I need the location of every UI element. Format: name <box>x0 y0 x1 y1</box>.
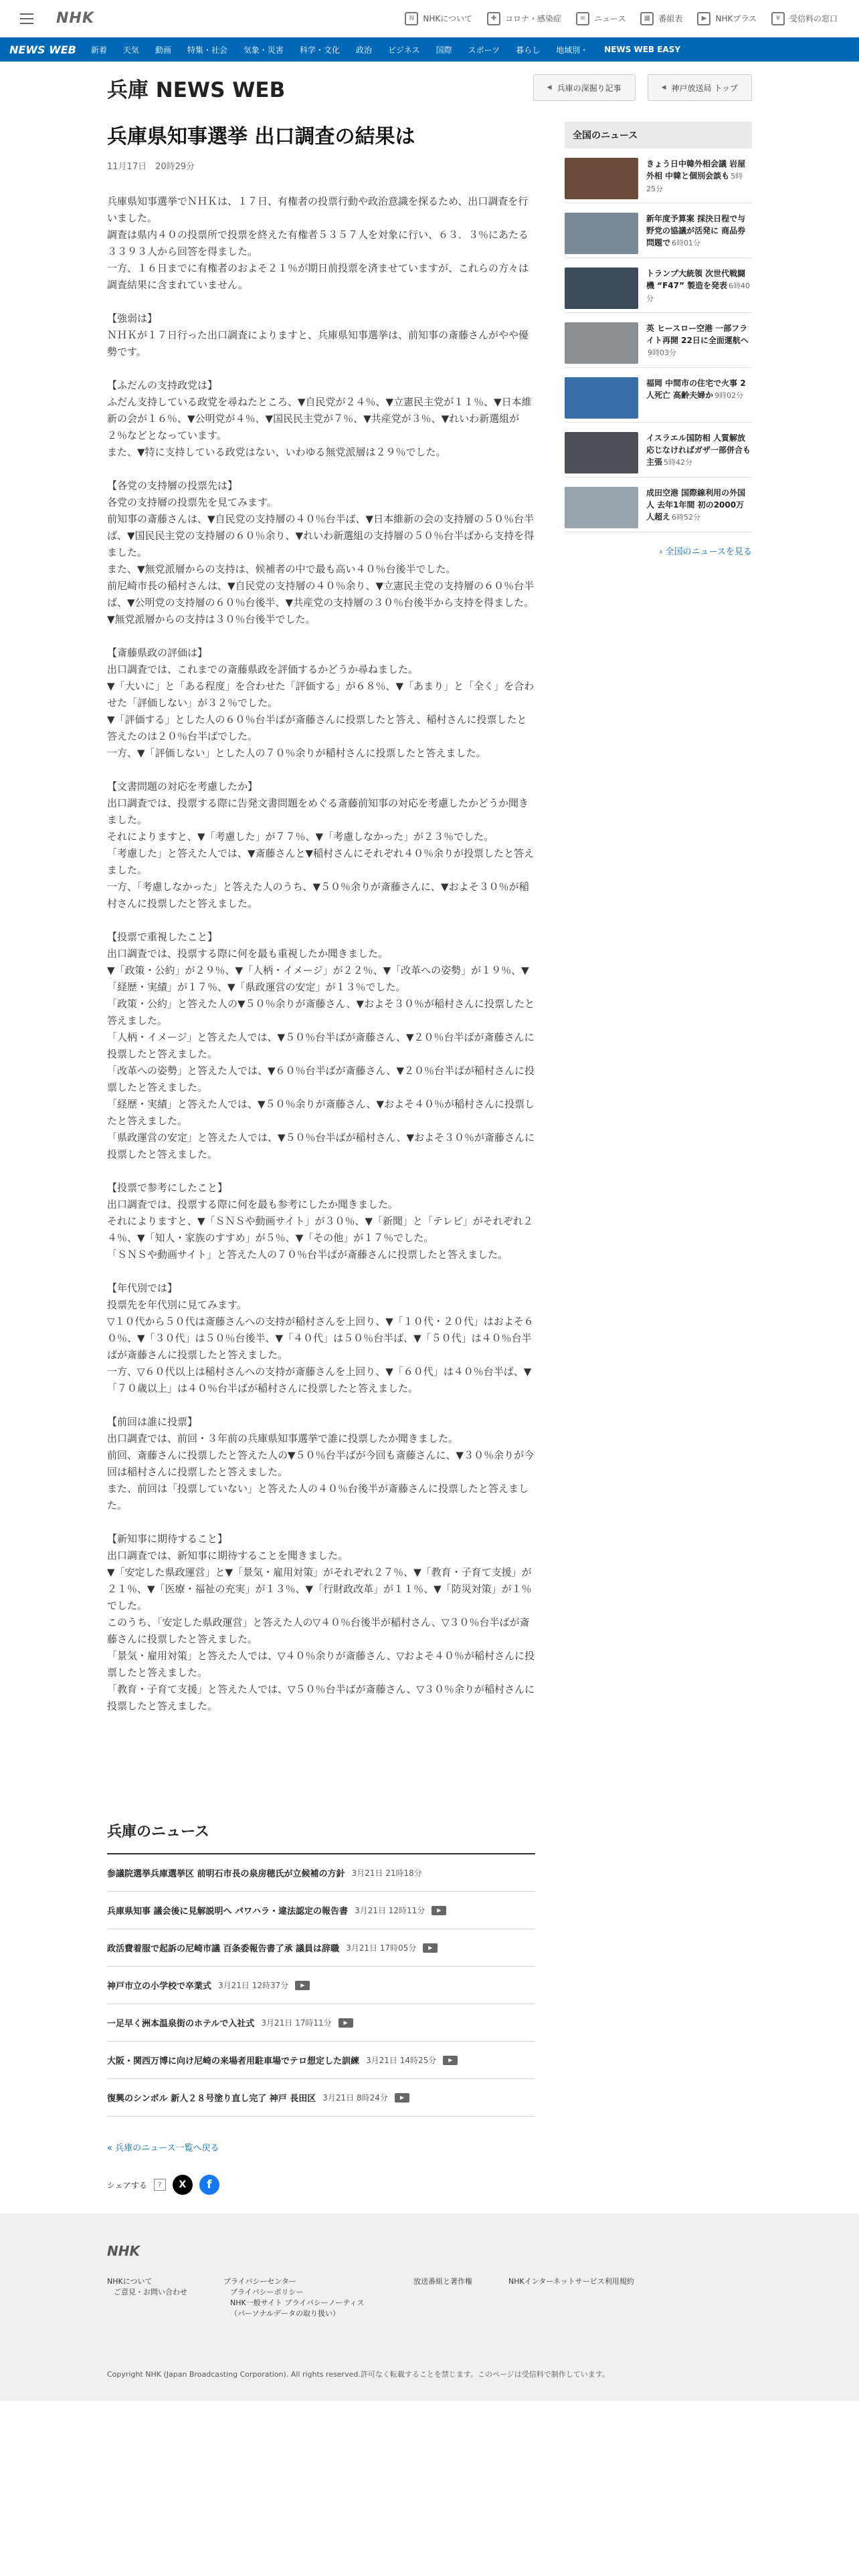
video-icon: ▶ <box>339 2018 353 2028</box>
toplink-label: 受信料の窓口 <box>789 14 838 23</box>
nav-item[interactable]: ビジネス <box>387 45 420 55</box>
local-news-item[interactable] <box>107 2004 535 2042</box>
nhk-plus-icon: ▶ <box>697 12 710 25</box>
article-paragraph: 【斎藤県政の評価は】 出口調査では、これまでの斎藤県政を評価するかどうか尋ねました。 ▼「大いに」と「ある程度」を合わせた「評価する」が６８％、▼「あまり」と「全く」を合わせた「評価しない」が３２％でした。 ▼「評価する」とした人の６０％台半ばが斎藤さんに投票したと答え、稲村さんに投票したと答えたのは２０％台半ばでした。 一方、▼「評価しない」とした人の７０％余りが稲村さんに投票したと答えました。 <box>107 647 535 759</box>
nav-item[interactable]: 地域別・ <box>556 45 589 55</box>
region-buttons <box>533 74 752 101</box>
news-thumbnail <box>565 213 638 254</box>
program-guide-icon: ▦ <box>640 12 654 25</box>
share-label: シェアする <box>107 2180 147 2190</box>
facebook-share-icon[interactable]: f <box>199 2175 219 2195</box>
local-news-title: 一足早く洲本温泉街のホテルで入社式 <box>107 2019 255 2029</box>
local-news-time: 3月21日 14時25分 <box>366 2056 437 2065</box>
local-news-title: 復興のシンボル 新人２８号塗り直し完了 神戸 長田区 <box>107 2094 316 2104</box>
local-news-item[interactable] <box>107 2079 535 2117</box>
local-news-list <box>107 1854 535 2117</box>
local-news-back-link[interactable]: « 兵庫のニュース一覧へ戻る <box>107 2143 219 2153</box>
video-icon: ▶ <box>432 1906 446 1915</box>
article-paragraph: 兵庫県知事選挙でＮＨＫは、１７日、有権者の投票行動や政治意識を探るため、出口調査を行いました。 調査は県内４０の投票所で投票を終えた有権者５３５７人を対象に行い、６３．３％にあたる３３９３人から回答を得ました。 一方、１６日までに有権者のおよそ２１％が期日前投票を済ませていますが、これらの方々は調査結果に含まれていません。 <box>107 195 529 291</box>
toplink-label: 番組表 <box>658 14 683 23</box>
hyogo-news-section <box>107 1820 535 2195</box>
sidebar-news-time: 6時40分 <box>646 282 751 303</box>
sidebar-news-text <box>646 322 752 358</box>
article-paragraph: 【ふだんの支持政党は】 ふだん支持している政党を尋ねたところ、▼自民党が２４％、▼立憲民主党が１１％、▼日本維新の会が１６％、▼公明党が４％、▼国民民主党が７％、▼共産党が３％、▼れいわ新選組が２％などとなっています。 また、▼特に支持している政党はない、いわゆる無党派層は２９％でした。 <box>107 379 532 458</box>
local-news-item[interactable] <box>107 1854 535 1892</box>
article-paragraph: 【投票で重視したこと】 出口調査では、投票する際に何を最も重視したか聞きました。 ▼「政策・公約」が２９％、▼「人柄・イメージ」が２２％、▼「改革への姿勢」が１９％、▼「経歴・実績」が１７％、▼「県政運営の安定」が１３％でした。 「政策・公約」と答えた人の▼５０％余りが斎藤さん、▼およそ３０％が稲村さんに投票したと答えました。 「人柄・イメージ」と答えた人では、▼５０％台半ばが斎藤さん、▼２０％台半ばが斎藤さんに投票したと答えました。 「改革への姿勢」と答えた人では、▼６０％台半ばが斎藤さん、▼２０％台半ばが稲村さんに投票したと答えました。 「経歴・実績」と答えた人では、▼５０％余りが斎藤さん、▼およそ４０％が稲村さんに投票したと答えました。 「県政運営の安定」と答えた人では、▼５０％台半ばが稲村さん、▼およそ３０％が斎藤さんに投票したと答えました。 <box>107 931 535 1160</box>
local-news-title: 神戸市立の小学校で卒業式 <box>107 1981 212 1992</box>
nav-item[interactable]: 暮らし <box>516 45 541 55</box>
sidebar-news-title: きょう日中韓外相会議 岩屋外相 中韓と個別会談も <box>646 159 746 181</box>
article-date: 11月17日 20時29分 <box>107 162 195 172</box>
footer-inner <box>107 2243 752 2379</box>
footer-link[interactable]: プライバシーポリシー <box>230 2288 304 2296</box>
article <box>107 122 535 1731</box>
button-label: 神戸放送局 トップ <box>671 83 738 93</box>
footer-link[interactable]: プライバシーセンター <box>223 2277 296 2286</box>
menu-icon[interactable] <box>9 5 41 32</box>
reception-icon: ¥ <box>771 12 785 25</box>
news-thumbnail <box>565 377 638 419</box>
toplink-reception[interactable] <box>771 12 838 25</box>
nav-item-easy[interactable]: NEWS WEB EASY <box>604 45 681 54</box>
toplink-label: コロナ・感染症 <box>505 14 562 23</box>
deep-dive-button[interactable] <box>533 74 636 101</box>
nav-item[interactable]: 国際 <box>436 45 452 55</box>
article-paragraph: 【投票で参考にしたこと】 出口調査では、投票する際に何を最も参考にしたか聞きました。 それによりますと、▼「ＳＮＳや動画サイト」が３０％、▼「新聞」と「テレビ」がそれぞれ２４％、▼「知人・家族のすすめ」が５％、▼「その他」が１７％でした。 「ＳＮＳや動画サイト」と答えた人の７０％台半ばが斎藤さんに投票したと答えました。 <box>107 1182 533 1261</box>
sidebar-news-title: トランプ大統領 次世代戦闘機 “F47” 製造を発表 <box>646 269 746 290</box>
sidebar-news-time: 5時25分 <box>646 172 743 193</box>
main-nav <box>0 37 859 62</box>
toplink-about[interactable] <box>405 12 472 25</box>
chevron-left-icon: ◀ <box>661 84 666 91</box>
sidebar-news-time: 6時52分 <box>672 513 701 522</box>
article-title: 兵庫県知事選挙 出口調査の結果は <box>107 125 415 148</box>
sidebar-news-title: 福岡 中間市の住宅で火事 2人死亡 高齢夫婦か <box>646 379 746 400</box>
nav-item[interactable]: スポーツ <box>468 45 500 55</box>
local-news-time: 3月21日 17時11分 <box>261 2018 332 2028</box>
local-news-title: 兵庫県知事 議会後に見解説明へ パワハラ・違法認定の報告書 <box>107 1907 349 1917</box>
sidebar-news-item[interactable] <box>565 313 752 368</box>
footer-link[interactable]: NHKインターネットサービス利用規約 <box>508 2277 634 2286</box>
sidebar-news-text <box>646 158 752 193</box>
footer-link[interactable]: NHKについて <box>107 2277 153 2286</box>
sidebar-news-item[interactable] <box>565 258 752 313</box>
sidebar-news-title: イスラエル国防相 人質解放応じなければガザ一部併合も主張 <box>646 433 751 467</box>
kobe-station-top-button[interactable] <box>648 74 752 101</box>
sidebar-news-title: 英 ヒースロー空港 一部フライト再開 22日に全面運航へ <box>646 324 749 345</box>
video-icon: ▶ <box>423 1943 438 1953</box>
toplink-program-guide[interactable] <box>640 12 682 25</box>
toplink-news[interactable] <box>576 12 626 25</box>
video-icon: ▶ <box>443 2056 458 2065</box>
sidebar-heading: 全国のニュース <box>565 122 752 148</box>
article-paragraph: 【前回は誰に投票】 出口調査では、前回・３年前の兵庫県知事選挙で誰に投票したか聞きました。 前回、斎藤さんに投票したと答えた人の▼５０％台半ばが今回も斎藤さんに、▼３０％余りが今回は稲村さんに投票したと答えました。 また、前回は「投票していない」と答えた人の４０％台後半が斎藤さんに投票したと答えました。 <box>107 1416 535 1511</box>
sidebar-news-item[interactable] <box>565 203 752 258</box>
share-row <box>107 2175 535 2195</box>
footer-links <box>107 2276 752 2319</box>
help-icon[interactable]: ? <box>154 2179 166 2191</box>
local-news-time: 3月21日 21時18分 <box>351 1868 422 1878</box>
nav-item[interactable]: 政治 <box>355 45 372 55</box>
sidebar-news-item[interactable] <box>565 423 752 477</box>
local-news-item[interactable] <box>107 2042 535 2079</box>
sidebar-news-title: 新年度予算案 採決日程で与野党の協議が活発に 商品券問題で <box>646 214 746 247</box>
toplink-nhk-plus[interactable] <box>697 12 757 25</box>
news-icon: ≡ <box>576 12 589 25</box>
local-news-title: 参議院選挙兵庫選挙区 前明石市長の泉房穂氏が立候補の方針 <box>107 1869 345 1879</box>
nav-item[interactable]: 気象・災害 <box>243 45 284 55</box>
sidebar-news-time: 5時42分 <box>664 458 693 467</box>
sidebar-news-time: 9時03分 <box>648 348 676 357</box>
sidebar-news-text <box>646 487 752 522</box>
footer-col <box>107 2276 187 2319</box>
sidebar-news-item[interactable] <box>565 477 752 532</box>
footer-link[interactable]: 放送番組と著作権 <box>413 2277 472 2286</box>
news-thumbnail <box>565 158 638 199</box>
local-news-title: 大阪・関西万博に向け尼崎の来場者用駐車場でテロ想定した訓練 <box>107 2056 360 2066</box>
sidebar-news-item[interactable] <box>565 368 752 423</box>
sidebar-news-time: 9時02分 <box>714 391 744 400</box>
news-web-logo[interactable]: NEWS WEB <box>9 43 76 56</box>
sidebar-news-text <box>646 377 752 413</box>
article-paragraph: 【年代別では】 投票先を年代別に見てみます。 ▽１０代から５０代は斎藤さんへの支持が稲村さんを上回り、▼「１０代・２０代」はおよそ６０％、▼「３０代」は５０％台後半、▼「４０代」は５０％台半ば、▼「５０代」は４０％台半ばが斎藤さんに投票したと答えました。 一方、▽６０代以上は稲村さんへの支持が斎藤さんを上回り、▼「６０代」は４０％台半ば、▼「７０歳以上」は４０％台半ばが稲村さんに投票したと答えました。 <box>107 1282 534 1394</box>
nav-item[interactable]: 動画 <box>155 45 171 55</box>
local-news-time: 3月21日 8時24分 <box>322 2093 388 2103</box>
local-news-time: 3月21日 12時11分 <box>355 1906 425 1915</box>
toplink-corona[interactable] <box>487 12 561 25</box>
content-container <box>107 62 752 2191</box>
footer-link[interactable]: NHK一般サイト プライバシーノーティス（パーソナルデータの取り扱い） <box>230 2298 365 2318</box>
toplink-label: ニュース <box>594 14 626 23</box>
nhk-about-icon: N <box>405 12 418 25</box>
top-links <box>405 12 850 25</box>
news-thumbnail <box>565 322 638 364</box>
sidebar-news-title: 成田空港 国際線利用の外国人 去年1年間 初の2000万人超え <box>646 488 746 522</box>
video-icon: ▶ <box>395 2093 409 2103</box>
nav-item[interactable]: 特集・社会 <box>187 45 227 55</box>
sidebar-news-item[interactable] <box>565 148 752 203</box>
sidebar-news-text <box>646 432 752 467</box>
local-news-heading: 兵庫のニュース <box>107 1820 535 1854</box>
local-news-title: 政活費着服で起訴の尼崎市議 百条委報告書了承 議員は辞職 <box>107 1944 340 1954</box>
region-title[interactable]: 兵庫 NEWS WEB <box>107 78 286 102</box>
footer-col <box>223 2276 377 2319</box>
footer <box>0 2214 859 2401</box>
local-news-item[interactable] <box>107 1929 535 1967</box>
nav-item[interactable]: 天気 <box>122 45 139 55</box>
toplink-label: NHKについて <box>423 14 473 23</box>
footer-col <box>508 2276 634 2319</box>
article-body <box>107 193 535 1715</box>
article-paragraph: 【文書問題の対応を考慮したか】 出口調査では、投票する際に告発文書問題をめぐる斎藤前知事の対応を考慮したかどうか聞きました。 それによりますと、▼「考慮した」が７７％、▼「考慮しなかった」が２３％でした。 「考慮した」と答えた人では、▼斎藤さんと▼稲村さんにそれぞれ４０％余りが投票したと答えました。 一方、「考慮しなかった」と答えた人のうち、▼５０％余りが斎藤さんに、▼およそ３０％が稲村さんに投票したと答えました。 <box>107 780 535 909</box>
article-paragraph: 【強弱は】 ＮＨＫが１７日行った出口調査によりますと、兵庫県知事選挙は、前知事の斎藤さんがやや優勢です。 <box>107 312 529 358</box>
news-thumbnail <box>565 432 638 473</box>
sidebar-list <box>565 148 752 532</box>
news-thumbnail <box>565 487 638 528</box>
more-link-label: 全国のニュースを見る <box>665 547 752 557</box>
national-news-more-link[interactable]: › 全国のニュースを見る <box>659 547 752 557</box>
nhk-logo[interactable]: NHK <box>56 10 94 27</box>
article-paragraph: 【各党の支持層の投票先は】 各党の支持層の投票先を見てみます。 前知事の斎藤さんは、▼自民党の支持層の４０％台半ば、▼日本維新の会の支持層の５０％台半ば、▼国民民主党の支持層の６０％余り、▼れいわ新選組の支持層の５０％台半ばから支持を得ました。 また、▼無党派層からの支持は、候補者の中で最も高い４０％台後半でした。 前尼崎市長の稲村さんは、▼自民党の支持層の４０％余り、▼立憲民主党の支持層の６０％台半ば、▼公明党の支持層の６０％台後半、▼共産党の支持層の３０％台後半から支持を得ました。 ▼無党派層からの支持は３０％台後半でした。 <box>107 479 535 625</box>
article-paragraph: 【新知事に期待すること】 出口調査では、新知事に期待することを聞きました。 ▼「安定した県政運営」と▼「景気・雇用対策」がそれぞれ２７％、▼「教育・子育て支援」が２１％、▼「医療・福祉の充実」が１３％、▼「行財政改革」が１１％、▼「防災対策」が１％でした。 このうち、「安定した県政運営」と答えた人の▽４０％台後半が稲村さん、▽３０％台半ばが斎藤さんに投票したと答えました。 「景気・雇用対策」と答えた人では、▽４０％余りが斎藤さん、▽およそ４０％が稲村さんに投票したと答えました。 「教育・子育て支援」と答えた人では、▽５０％台半ばが斎藤さん、▽３０％余りが稲村さんに投票したと答えました。 <box>107 1533 535 1712</box>
copyright: Copyright NHK (Japan Broadcasting Corporation). All rights reserved.許可なく転載することを禁じます。このページは受信料で制作しています。 <box>107 2370 609 2379</box>
footer-link[interactable]: ご意見・お問い合わせ <box>114 2288 187 2296</box>
back-link-label: 兵庫のニュース一覧へ戻る <box>115 2143 219 2153</box>
national-news-sidebar <box>565 122 752 557</box>
sidebar-news-text <box>646 267 752 303</box>
region-header <box>107 62 752 114</box>
toplink-label: NHKプラス <box>715 14 757 23</box>
video-icon: ▶ <box>295 1981 310 1990</box>
footer-col <box>413 2276 472 2319</box>
button-label: 兵庫の深掘り記事 <box>557 83 622 93</box>
sidebar-news-time: 6時01分 <box>672 239 701 247</box>
footer-logo[interactable]: NHK <box>107 2243 140 2259</box>
chevron-left-icon: ◀ <box>547 84 552 91</box>
local-news-item[interactable] <box>107 1967 535 2004</box>
nav-item[interactable]: 科学・文化 <box>299 45 340 55</box>
x-share-icon[interactable]: X <box>173 2175 193 2195</box>
local-news-time: 3月21日 17時05分 <box>346 1943 417 1953</box>
corona-icon: ✚ <box>487 12 500 25</box>
news-thumbnail <box>565 267 638 309</box>
sidebar-news-text <box>646 213 752 248</box>
top-bar <box>0 0 859 37</box>
local-news-time: 3月21日 12時37分 <box>218 1981 289 1990</box>
nav-item[interactable]: 新着 <box>90 45 107 55</box>
local-news-item[interactable] <box>107 1892 535 1929</box>
